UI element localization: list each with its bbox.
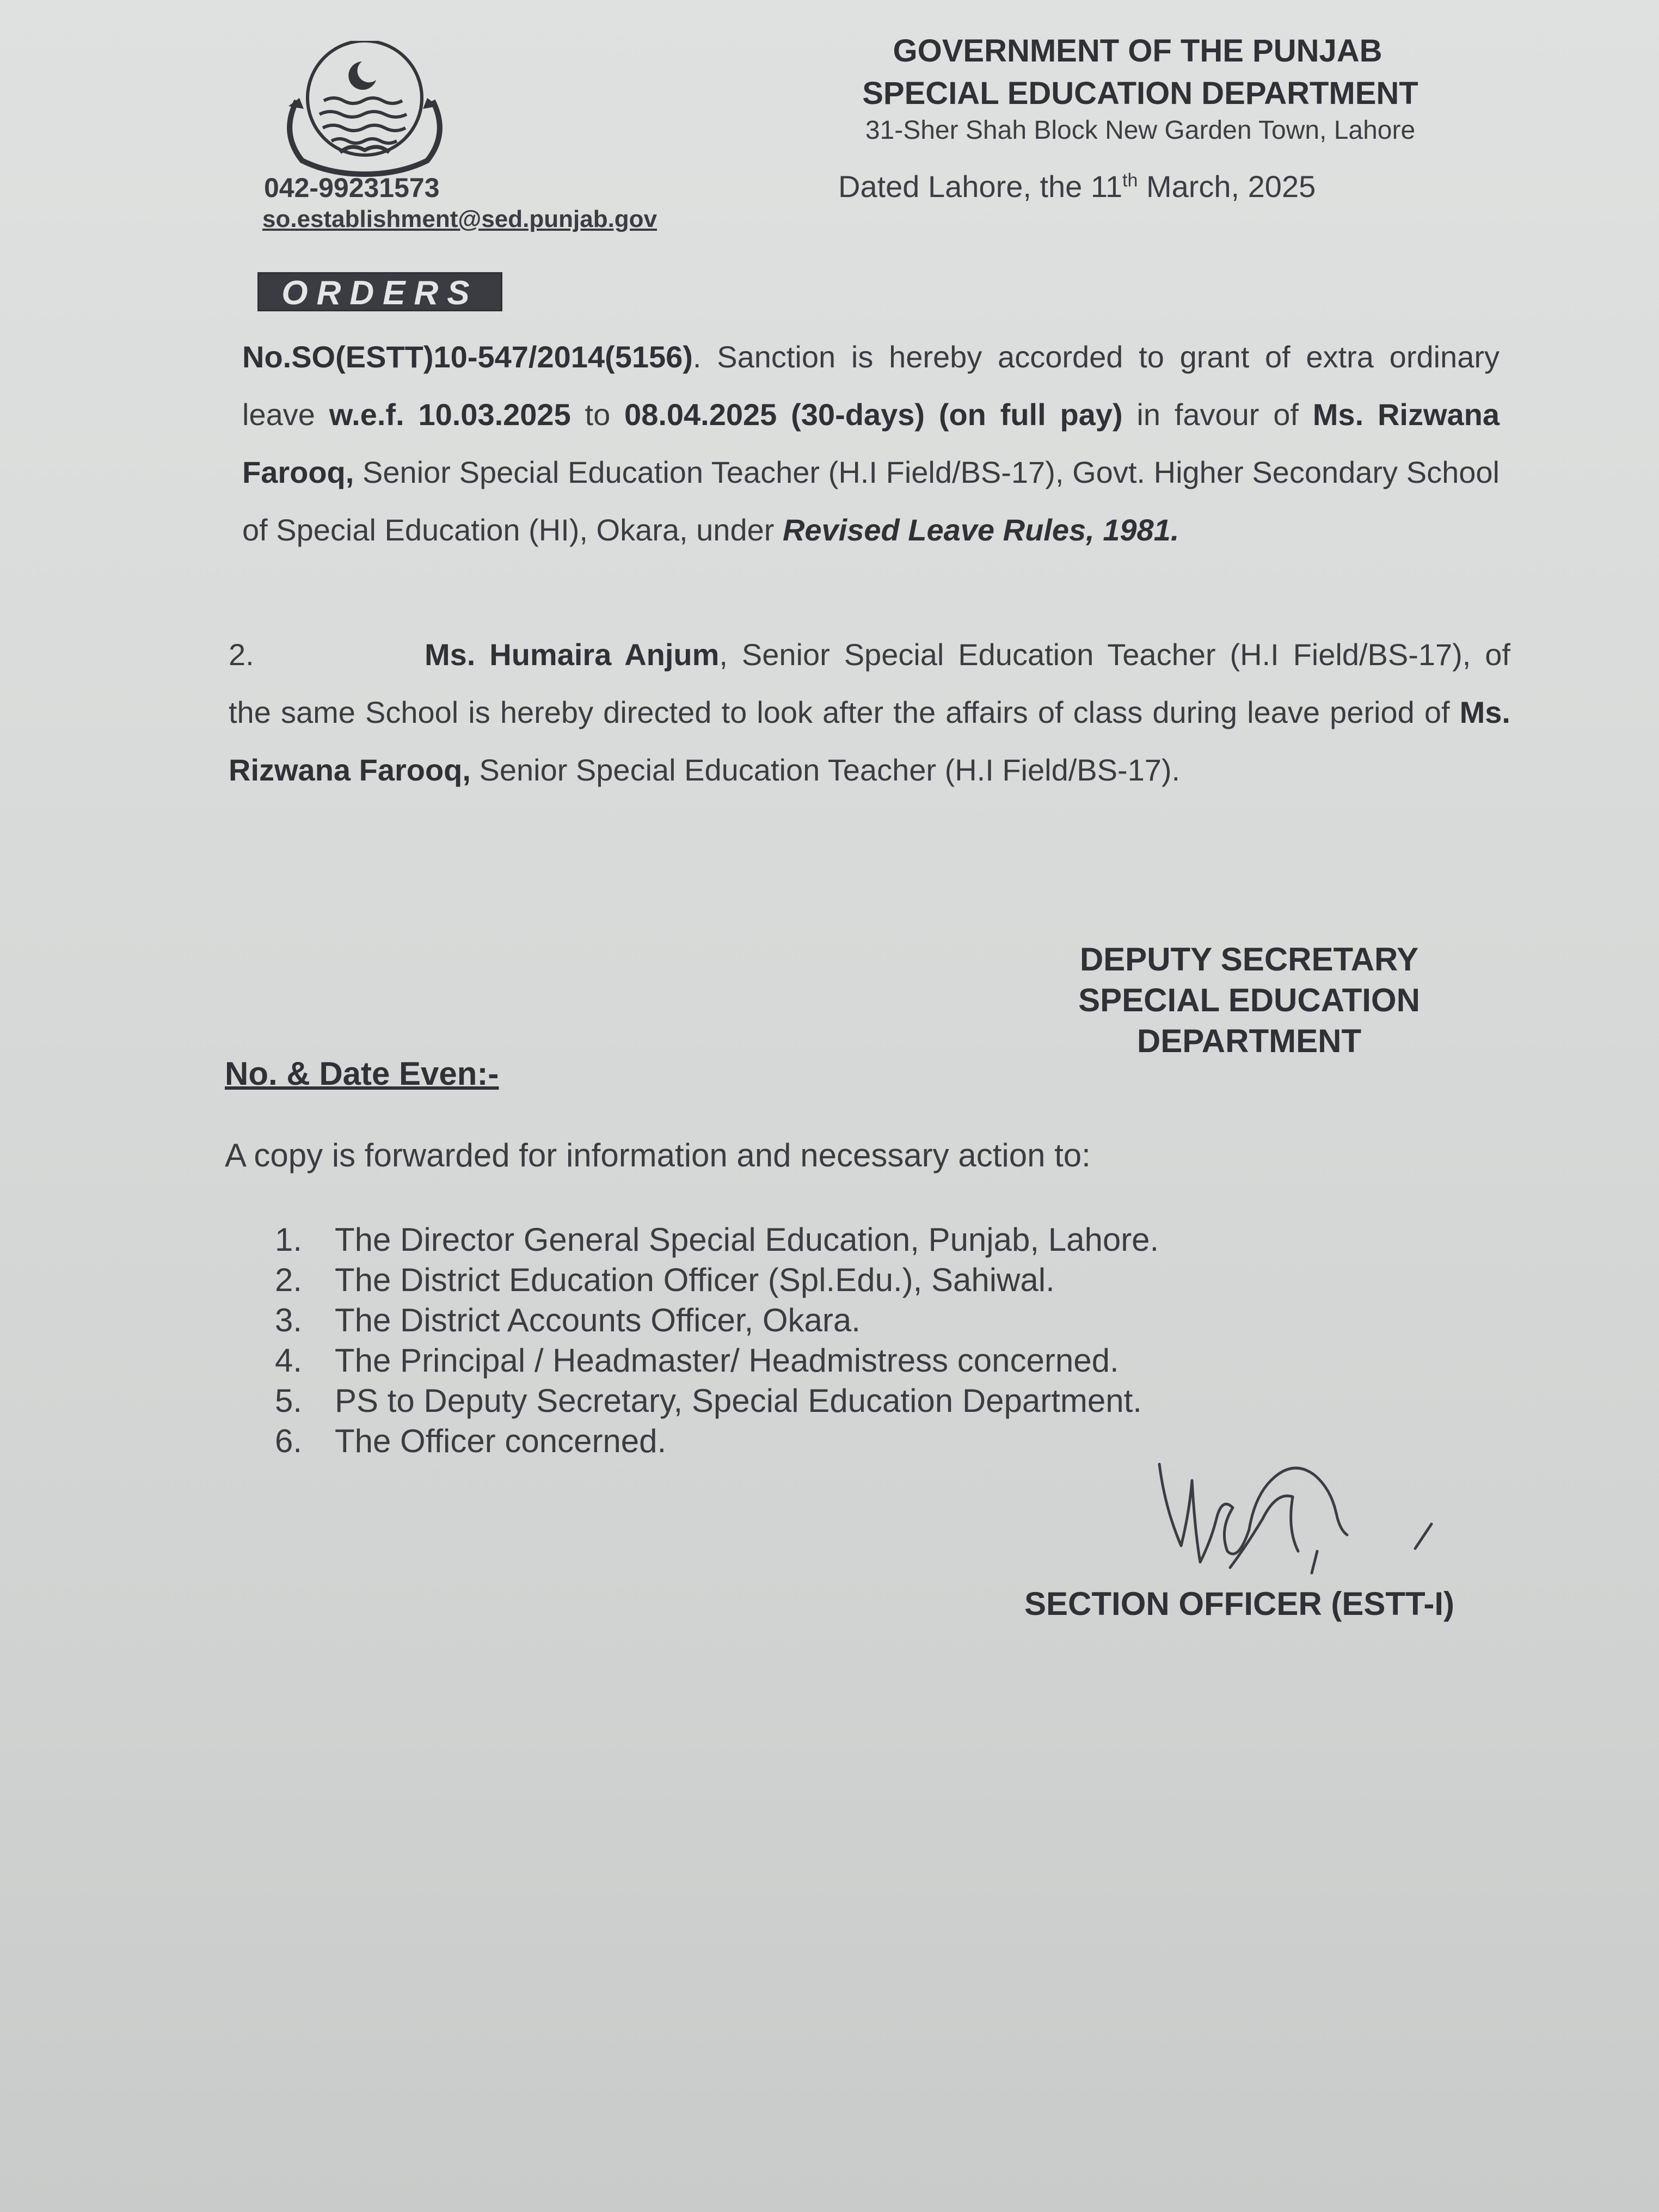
item-number: 1.	[275, 1221, 303, 1258]
item-number: 3.	[275, 1302, 303, 1338]
para2-text-2: Senior Special Education Teacher (H.I Field/BS-17).	[470, 753, 1181, 787]
teacher-name-2: Ms. Rizwana Farooq,	[229, 695, 1510, 787]
para1-text-4: Senior Special Education Teacher (H.I Field/BS-17), Govt. Higher Secondary School of Special Education (HI), Okara, under	[242, 455, 1500, 547]
date-line	[838, 169, 1316, 204]
contact-phone: 042-99231573	[264, 173, 440, 203]
date-superscript: th	[1122, 170, 1138, 191]
deputy-line-3: DEPARTMENT	[1136, 1023, 1362, 1059]
para1-text-1: . Sanction is hereby accorded to grant of extra ordinary leave	[242, 340, 1500, 432]
item-text: The Director General Special Education, Punjab, Lahore.	[335, 1221, 1159, 1258]
header-government: GOVERNMENT OF THE PUNJAB	[893, 33, 1382, 69]
date-prefix: Dated Lahore, the 11	[838, 169, 1123, 204]
deputy-secretary-block	[1023, 939, 1475, 1061]
list-item	[275, 1421, 1159, 1461]
item-number: 6.	[275, 1423, 303, 1459]
contact-email: so.establishment@sed.punjab.gov	[262, 206, 658, 232]
date-suffix: March, 2025	[1138, 169, 1316, 204]
list-item	[275, 1381, 1159, 1421]
substitute-name: Ms. Humaira Anjum	[425, 637, 720, 672]
item-number: 5.	[275, 1382, 303, 1419]
order-paragraph-1	[242, 328, 1500, 559]
item-text: The Officer concerned.	[335, 1423, 667, 1459]
item-text: The District Accounts Officer, Okara.	[335, 1302, 861, 1338]
punjab-emblem-logo	[275, 41, 454, 177]
leave-end: 08.04.2025 (30-days) (on full pay)	[624, 397, 1123, 432]
item-number: 4.	[275, 1342, 303, 1379]
para1-text-3: in favour of	[1122, 397, 1313, 432]
paragraph-number: 2.	[229, 637, 254, 672]
order-reference: No.SO(ESTT)10-547/2014(5156)	[242, 340, 693, 374]
para2-text-1: , Senior Special Education Teacher (H.I Field/BS-17), of the same School is hereby directed to look after the affairs of class during leave period of	[229, 637, 1510, 729]
item-text: The Principal / Headmaster/ Headmistress concerned.	[335, 1342, 1119, 1379]
orders-label: ORDERS	[257, 272, 502, 311]
no-date-even: No. & Date Even:-	[225, 1055, 499, 1092]
item-number: 2.	[275, 1262, 303, 1298]
item-text: PS to Deputy Secretary, Special Education Department.	[335, 1382, 1142, 1419]
forward-line: A copy is forwarded for information and necessary action to:	[225, 1137, 1091, 1173]
list-item	[275, 1220, 1159, 1260]
section-officer-title: SECTION OFFICER (ESTT-I)	[1024, 1586, 1454, 1622]
handwritten-signature	[1148, 1442, 1453, 1600]
recipient-list	[275, 1220, 1159, 1461]
list-item	[275, 1341, 1159, 1381]
header-department: SPECIAL EDUCATION DEPARTMENT	[862, 76, 1418, 111]
list-item	[275, 1260, 1159, 1300]
order-paragraph-2	[229, 626, 1510, 799]
para1-text-2: to	[570, 397, 625, 432]
list-item	[275, 1300, 1159, 1341]
leave-start: w.e.f. 10.03.2025	[329, 397, 571, 432]
item-text: The District Education Officer (Spl.Edu.), Sahiwal.	[335, 1262, 1055, 1298]
deputy-line-1: DEPUTY SECRETARY	[1079, 941, 1419, 978]
leave-rules: Revised Leave Rules, 1981.	[782, 513, 1179, 547]
deputy-line-2: SPECIAL EDUCATION	[1078, 982, 1420, 1018]
header-address: 31-Sher Shah Block New Garden Town, Lahore	[865, 116, 1416, 145]
teacher-name: Ms. Rizwana Farooq,	[242, 397, 1500, 489]
